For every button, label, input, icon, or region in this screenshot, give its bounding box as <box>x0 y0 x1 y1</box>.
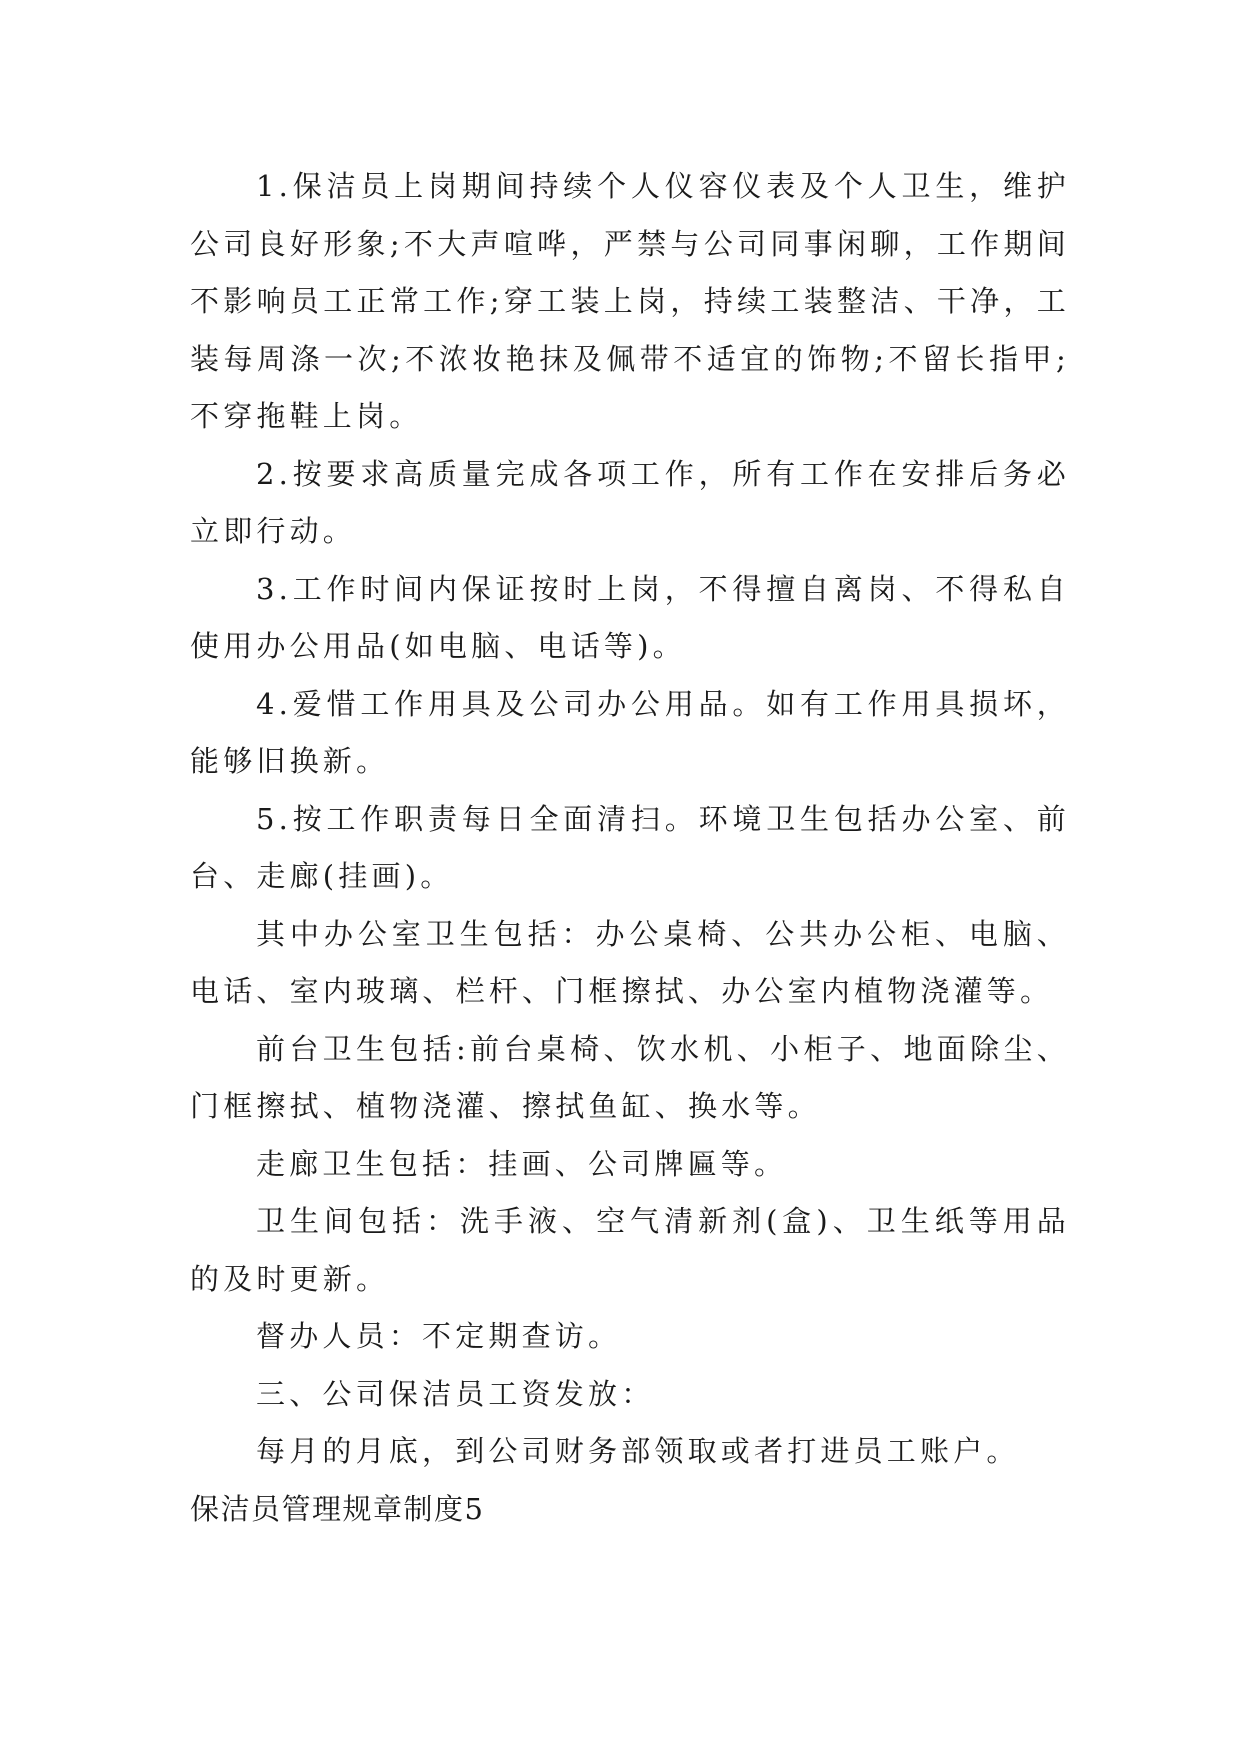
paragraph-front-desk-hygiene: 前台卫生包括:前台桌椅、饮水机、小柜子、地面除尘、门框擦拭、植物浇灌、擦拭鱼缸、换水等。 <box>190 1031 1070 1123</box>
paragraph-wages: 每月的月底，到公司财务部领取或者打进员工账户。 <box>256 1434 1020 1468</box>
section-heading-wages: 三、公司保洁员工资发放： <box>256 1376 655 1411</box>
document-body <box>190 158 1070 1538</box>
paragraph-office-hygiene: 其中办公室卫生包括：办公桌椅、公共办公柜、电脑、电话、室内玻璃、栏杆、门框擦拭、办公室内植物浇灌等。 <box>190 916 1070 1008</box>
document-heading: 保洁员管理规章制度5 <box>190 1491 485 1526</box>
paragraph-item-4: 4.爱惜工作用具及公司办公用品。如有工作用具损坏，能够旧换新。 <box>190 686 1070 778</box>
paragraph-corridor-hygiene: 走廊卫生包括：挂画、公司牌匾等。 <box>256 1146 788 1181</box>
paragraph-supervisor: 督办人员：不定期查访。 <box>256 1319 622 1353</box>
paragraph-item-3: 3.工作时间内保证按时上岗，不得擅自离岗、不得私自使用办公用品(如电脑、电话等)。 <box>190 571 1070 663</box>
paragraph-item-1: 1.保洁员上岗期间持续个人仪容仪表及个人卫生，维护公司良好形象;不大声喧哗，严禁与公司同事闲聊，工作期间不影响员工正常工作;穿工装上岗，持续工装整洁、干净，工装每周涤一次;不浓妆艳抹及佩带不适宜的饰物;不留长指甲;不穿拖鞋上岗。 <box>190 169 1070 433</box>
paragraph-item-2: 2.按要求高质量完成各项工作，所有工作在安排后务必立即行动。 <box>190 456 1070 548</box>
paragraph-restroom: 卫生间包括：洗手液、空气清新剂(盒)、卫生纸等用品的及时更新。 <box>190 1204 1070 1296</box>
paragraph-item-5: 5.按工作职责每日全面清扫。环境卫生包括办公室、前台、走廊(挂画)。 <box>190 801 1070 893</box>
